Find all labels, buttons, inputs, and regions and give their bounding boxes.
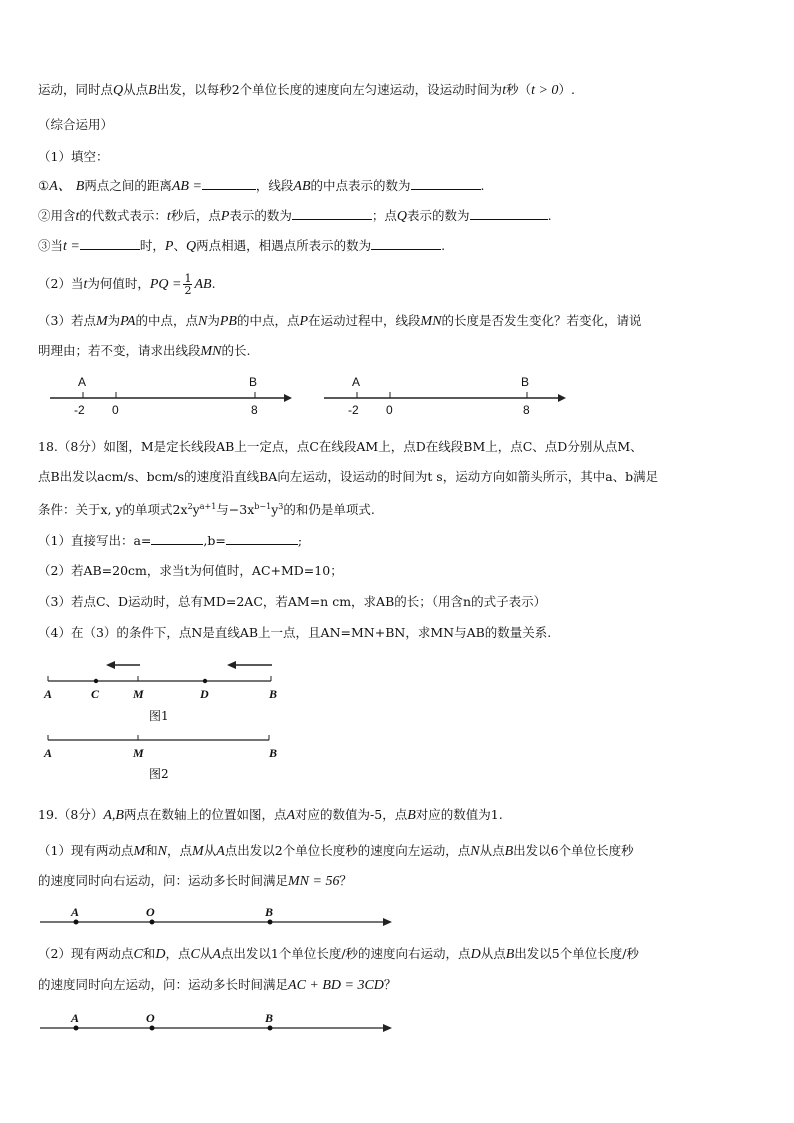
q19-number-line-1 <box>38 902 398 932</box>
point-m-label: M <box>133 687 144 701</box>
q18-part3: （3）若点C、D运动时，总有MD=2AC，若AM=n cm，求AB的长；（用含n的式子表示） <box>38 594 547 609</box>
q18-line3: 条件：关于x, y的单项式$2x^2y^{a+1}$与$-3x^{b-1}y^3$的和仍是单项式. <box>38 502 375 518</box>
q17-item1: ①A、 B两点之间的距离AB = ，线段AB的中点表示的数为 . <box>38 178 485 194</box>
answer-blank[interactable] <box>80 237 140 250</box>
q17-item2: ②用含t的代数式表示：t秒后，点P表示的数为 ；点Q表示的数为 . <box>38 208 552 224</box>
q19-line1: 19.（8分）A,B两点在数轴上的位置如图，点A对应的数值为-5，点B对应的数值为1. <box>38 807 503 823</box>
point-b-label: B <box>269 687 278 701</box>
q17-item3: ③当t = 时，P、Q两点相遇，相遇点所表示的数为 . <box>38 238 446 254</box>
origin-label: O <box>146 1011 155 1025</box>
point-a-label: A <box>352 375 361 389</box>
answer-blank[interactable] <box>202 177 256 190</box>
q17-number-line-right <box>322 370 572 420</box>
point-a-label: A <box>44 746 53 760</box>
point-b-label: B <box>265 905 274 919</box>
q18-part1: （1）直接写出：a= ,b= ; <box>38 533 303 548</box>
tick-label: 0 <box>112 403 119 417</box>
origin-label: O <box>146 905 155 919</box>
q18-figure-2 <box>40 728 290 764</box>
q18-figure-1 <box>40 656 290 706</box>
point-d-label: D <box>200 687 209 701</box>
q19-part2-line2: 的速度同时向左运动，问：运动多长时间满足AC + BD = 3CD？ <box>38 977 397 993</box>
point-a-label: A <box>44 687 53 701</box>
answer-blank[interactable] <box>292 207 372 220</box>
point-b-label: B <box>265 1011 274 1025</box>
q17-part2: （2）当t为何值时，PQ = $\frac{1}{2}$ AB. <box>38 272 216 297</box>
answer-blank[interactable] <box>371 237 441 250</box>
answer-blank[interactable] <box>470 207 548 220</box>
q19-number-line-2 <box>38 1008 398 1038</box>
tick-label: 0 <box>386 403 393 417</box>
point-a-label: A <box>78 375 87 389</box>
point-b-label: B <box>521 375 530 389</box>
q17-intro-line: 运动，同时点Q从点B出发，以每秒2个单位长度的速度向左匀速运动，设运动时间为t秒（t > 0）. <box>38 82 575 98</box>
q17-part3-line2: 明理由；若不变，请求出线段MN的长. <box>38 343 251 359</box>
q19-part2-line1: （2）现有两动点C和D，点C从A点出发以1个单位长度/秒的速度向右运动，点D从点B出发以5个单位长度/秒 <box>38 946 639 962</box>
fraction-one-half: $\frac{1}{2}$ <box>184 272 192 297</box>
q19-part1-line2: 的速度同时向右运动，问：运动多长时间满足MN = 56？ <box>38 873 352 889</box>
q17-part3-line1: （3）若点M为PA的中点，点N为PB的中点，点P在运动过程中，线段MN的长度是否发生变化？若变化，请说 <box>38 313 642 329</box>
point-m-label: M <box>133 746 144 760</box>
q18-line2: 点B出发以acm/s、bcm/s的速度沿直线BA向左运动，设运动的时间为t s，运动方向如箭头所示，其中a、b满足 <box>38 469 659 484</box>
q17-number-line-left <box>48 370 298 420</box>
point-a-label: A <box>71 1011 80 1025</box>
figure-2-caption: 图2 <box>149 767 169 781</box>
point-c-label: C <box>91 687 100 701</box>
answer-blank[interactable] <box>411 177 481 190</box>
q18-line1: 18.（8分）如图，M是定长线段AB上一定点，点C在线段AM上，点D在线段BM上，点C、点D分别从点M、 <box>38 439 643 454</box>
tick-label: 8 <box>523 403 530 417</box>
answer-blank[interactable] <box>226 532 298 545</box>
tick-label: 8 <box>251 403 258 417</box>
tick-label: -2 <box>348 403 359 417</box>
q18-part2: （2）若AB=20cm，求当t为何值时，AC+MD=10； <box>38 563 343 578</box>
point-a-label: A <box>71 905 80 919</box>
answer-blank[interactable] <box>151 532 203 545</box>
point-b-label: B <box>249 375 258 389</box>
tick-label: -2 <box>74 403 85 417</box>
q17-section-label: （综合运用） <box>38 117 114 132</box>
point-b-label: B <box>269 746 278 760</box>
q19-part1-line1: （1）现有两动点M和N，点M从A点出发以2个单位长度秒的速度向左运动，点N从点B出发以6个单位长度秒 <box>38 843 634 859</box>
figure-1-caption: 图1 <box>149 709 169 723</box>
q18-part4: （4）在（3）的条件下，点N是直线AB上一点，且AN=MN+BN，求MN与AB的数量关系. <box>38 625 552 640</box>
q17-part1-label: （1）填空： <box>38 149 109 164</box>
